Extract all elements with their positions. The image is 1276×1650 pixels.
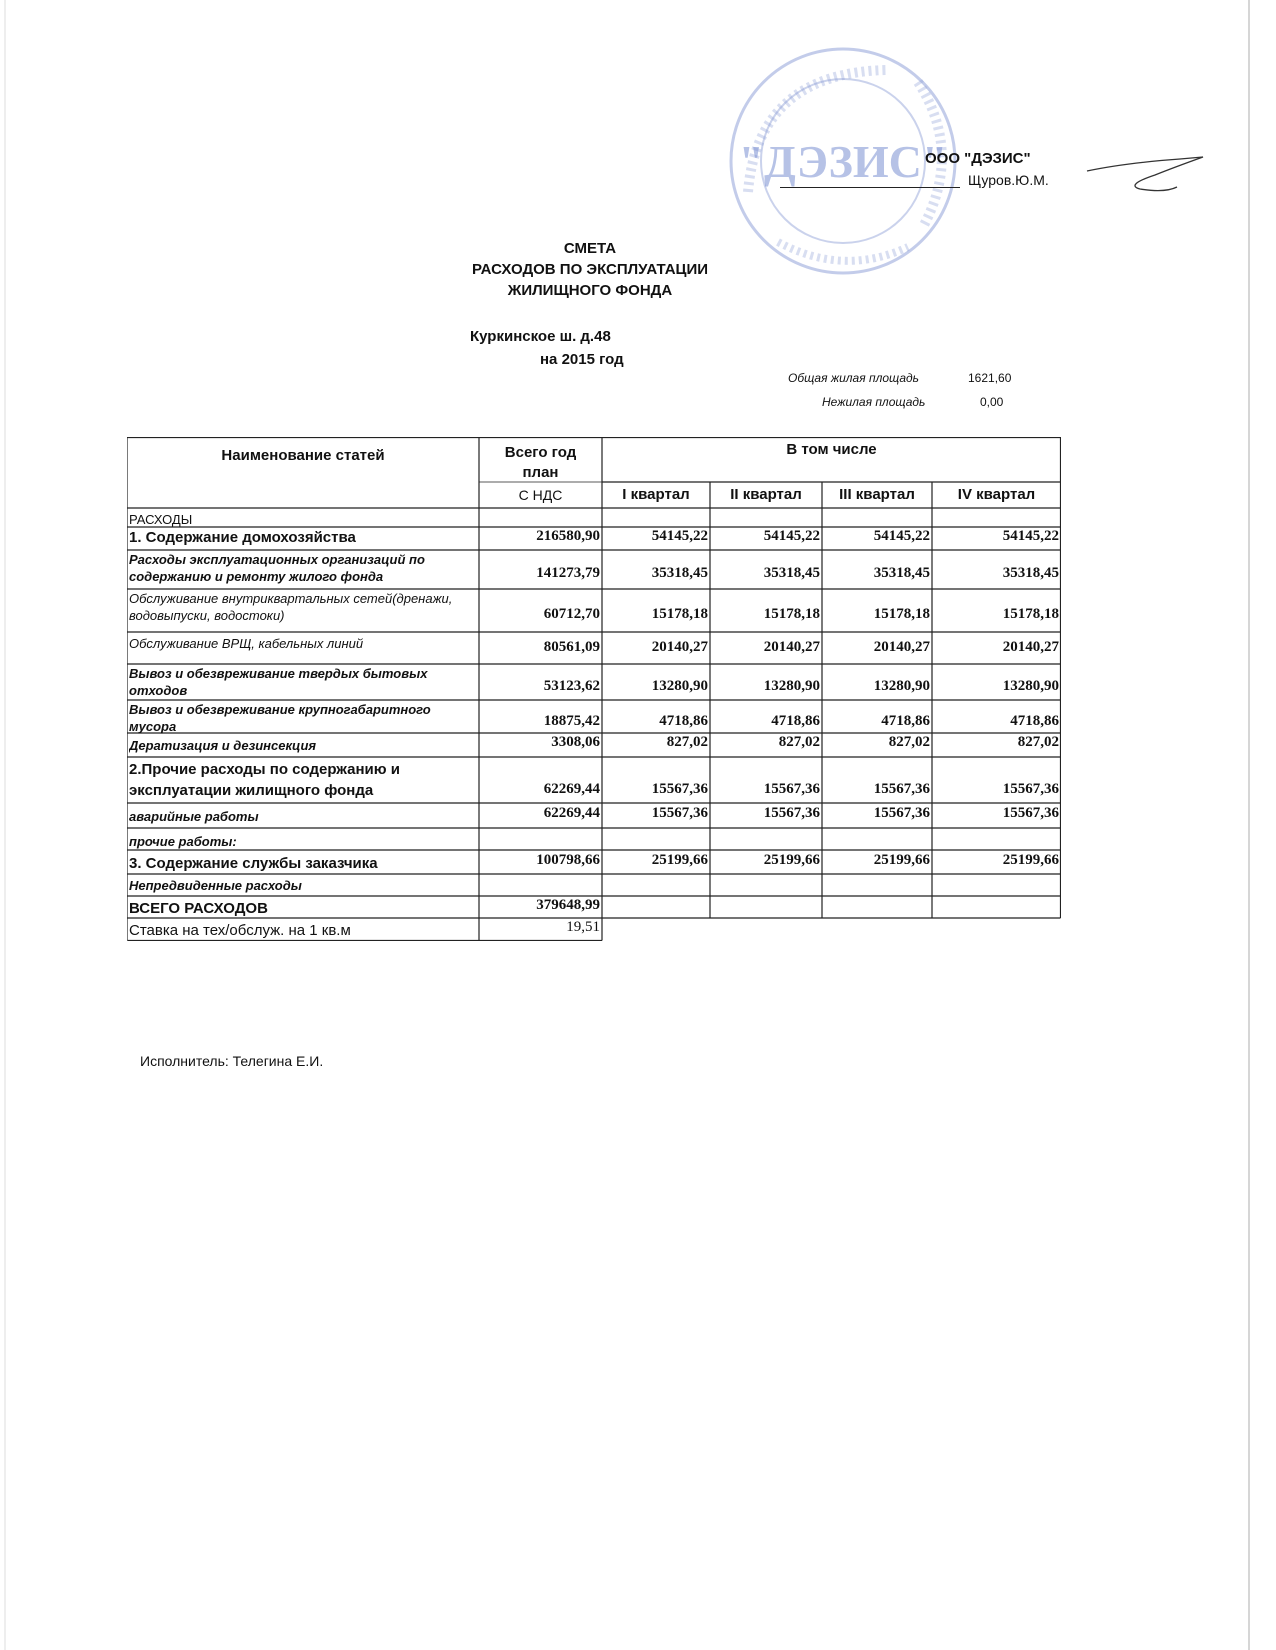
row-3-q3: 15178,18 — [873, 606, 930, 622]
row-10-name: прочие работы: — [129, 834, 237, 849]
signature-line — [780, 187, 960, 188]
row-3-q2: 15178,18 — [763, 606, 820, 622]
row-8-q4: 15567,36 — [1002, 781, 1059, 797]
nonliving-area-value: 0,00 — [980, 395, 1004, 409]
header-name: Наименование статей — [221, 447, 385, 464]
row-9-total: 62269,44 — [543, 805, 600, 821]
row-5-total: 53123,62 — [543, 678, 600, 694]
row-14-total: 19,51 — [566, 919, 600, 935]
title-line-2: РАСХОДОВ ПО ЭКСПЛУАТАЦИИ — [471, 261, 709, 278]
header-q1: I квартал — [622, 486, 690, 503]
signer-name: Щуров.Ю.М. — [968, 172, 1049, 188]
row-11-total: 100798,66 — [536, 852, 600, 868]
row-5-name: Вывоз и обезвреживание твердых бытовых отходов — [129, 666, 428, 698]
scan-left-edge — [4, 0, 6, 1650]
header-total-line-1: Всего год — [504, 444, 577, 461]
row-7-name: Дератизация и дезинсекция — [129, 738, 317, 753]
row-2-name: Расходы эксплуатационных организаций по содержанию и ремонту жилого фонда — [129, 552, 425, 584]
row-13-total: 379648,99 — [536, 897, 600, 913]
row-11-name: 3. Содержание службы заказчика — [129, 855, 378, 872]
header-including: В том числе — [786, 441, 877, 458]
row-3-total: 60712,70 — [543, 606, 600, 622]
row-7-q1: 827,02 — [666, 734, 708, 750]
row-2-q4: 35318,45 — [1002, 565, 1059, 581]
signature — [1085, 153, 1215, 195]
row-2-q2: 35318,45 — [763, 565, 820, 581]
living-area-label: Общая жилая площадь — [788, 371, 919, 385]
row-11-q1: 25199,66 — [651, 852, 708, 868]
row-6-q2: 4718,86 — [771, 713, 820, 729]
header-q3: III квартал — [839, 486, 915, 503]
header-vat: С НДС — [518, 487, 563, 503]
row-2-q3: 35318,45 — [873, 565, 930, 581]
row-11-q4: 25199,66 — [1002, 852, 1059, 868]
row-1-q4: 54145,22 — [1002, 528, 1059, 544]
row-11-q2: 25199,66 — [763, 852, 820, 868]
living-area-value: 1621,60 — [968, 371, 1012, 385]
row-5-q4: 13280,90 — [1002, 678, 1059, 694]
title-line-3: ЖИЛИЩНОГО ФОНДА — [507, 282, 673, 299]
row-14-name: Ставка на тех/обслуж. на 1 кв.м — [129, 922, 351, 939]
row-9-name: аварийные работы — [129, 809, 259, 824]
row-6-name: Вывоз и обезвреживание крупногабаритного мусора — [129, 702, 431, 734]
row-2-q1: 35318,45 — [651, 565, 708, 581]
row-8-q1: 15567,36 — [651, 781, 708, 797]
header-total — [479, 443, 602, 483]
row-9-q3: 15567,36 — [873, 805, 930, 821]
budget-year: на 2015 год — [540, 351, 624, 368]
row-1-q2: 54145,22 — [763, 528, 820, 544]
document-title — [440, 238, 740, 301]
org-name: ООО "ДЭЗИС" — [925, 150, 1031, 167]
row-6-total: 18875,42 — [543, 713, 600, 729]
row-6-q3: 4718,86 — [881, 713, 930, 729]
row-4-q4: 20140,27 — [1002, 639, 1059, 655]
row-9-q4: 15567,36 — [1002, 805, 1059, 821]
building-address: Куркинское ш. д.48 — [470, 328, 611, 345]
header-q4: IV квартал — [957, 486, 1036, 503]
row-8-q2: 15567,36 — [763, 781, 820, 797]
header-q2: II квартал — [730, 486, 802, 503]
row-8-total: 62269,44 — [543, 781, 600, 797]
scan-right-edge — [1248, 0, 1250, 1650]
row-7-q3: 827,02 — [888, 734, 930, 750]
row-5-q2: 13280,90 — [763, 678, 820, 694]
row-7-total: 3308,06 — [551, 734, 600, 750]
row-13-name: ВСЕГО РАСХОДОВ — [129, 900, 268, 917]
row-4-q3: 20140,27 — [873, 639, 930, 655]
row-6-q4: 4718,86 — [1010, 713, 1059, 729]
title-line-1: СМЕТА — [563, 240, 617, 257]
header-total-line-2: план — [522, 464, 559, 481]
budget-table — [127, 437, 1061, 941]
row-expenses-header: РАСХОДЫ — [129, 512, 193, 527]
row-12-name: Непредвиденные расходы — [129, 878, 302, 893]
row-7-q4: 827,02 — [1017, 734, 1059, 750]
row-4-q1: 20140,27 — [651, 639, 708, 655]
row-4-q2: 20140,27 — [763, 639, 820, 655]
row-3-name: Обслуживание внутриквартальных сетей(дренажи, водовыпуски, водостоки) — [129, 591, 453, 623]
nonliving-area-label: Нежилая площадь — [822, 395, 926, 409]
row-8-q3: 15567,36 — [873, 781, 930, 797]
row-5-q3: 13280,90 — [873, 678, 930, 694]
row-9-q2: 15567,36 — [763, 805, 820, 821]
row-1-q3: 54145,22 — [873, 528, 930, 544]
svg-text:"ДЭЗИС": "ДЭЗИС" — [738, 136, 948, 187]
row-5-q1: 13280,90 — [651, 678, 708, 694]
row-11-q3: 25199,66 — [873, 852, 930, 868]
row-1-total: 216580,90 — [536, 528, 600, 544]
row-1-name: 1. Содержание домохозяйства — [129, 529, 356, 546]
row-4-name: Обслуживание ВРЩ, кабельных линий — [129, 636, 364, 651]
row-6-q1: 4718,86 — [659, 713, 708, 729]
row-1-q1: 54145,22 — [651, 528, 708, 544]
row-8-name: 2.Прочие расходы по содержанию и эксплуатации жилищного фонда — [129, 761, 400, 799]
row-3-q4: 15178,18 — [1002, 606, 1059, 622]
row-3-q1: 15178,18 — [651, 606, 708, 622]
row-7-q2: 827,02 — [778, 734, 820, 750]
executor: Исполнитель: Телегина Е.И. — [140, 1053, 324, 1069]
row-9-q1: 15567,36 — [651, 805, 708, 821]
row-4-total: 80561,09 — [543, 639, 600, 655]
row-2-total: 141273,79 — [536, 565, 600, 581]
